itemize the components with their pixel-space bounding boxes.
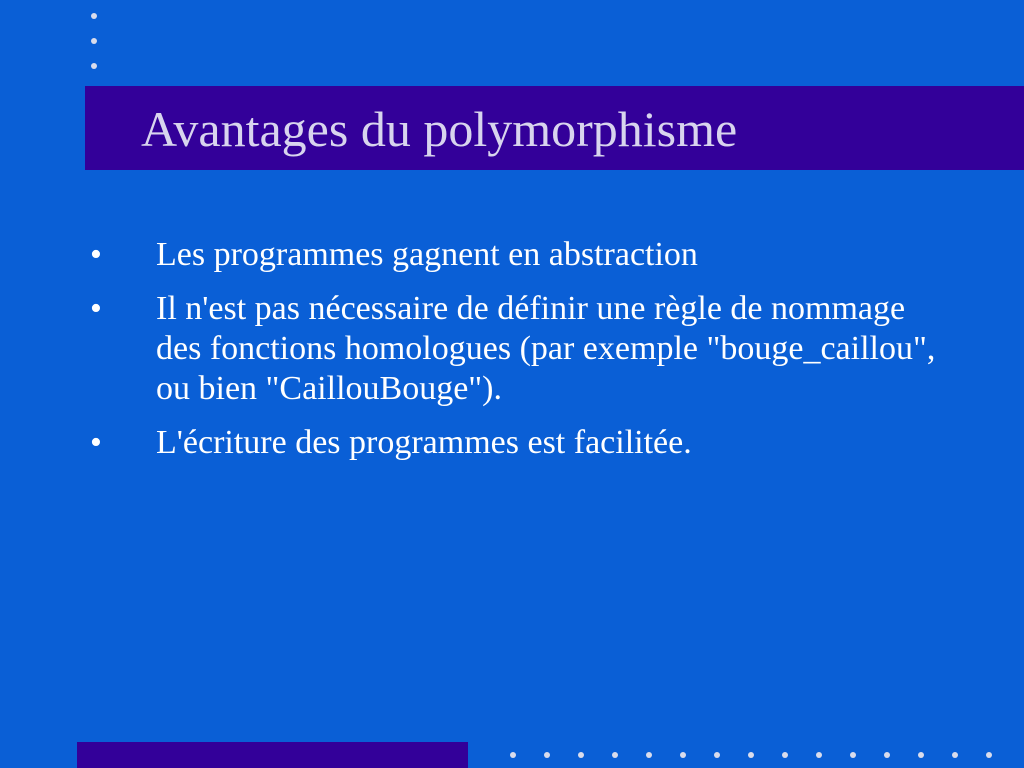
bullet-text: Les programmes gagnent en abstraction <box>156 236 698 273</box>
dot <box>714 752 720 758</box>
dot <box>646 752 652 758</box>
bullet-icon: • <box>90 290 102 328</box>
bullet-item <box>86 423 946 463</box>
dot <box>91 13 97 19</box>
bottom-band <box>77 742 468 768</box>
dot <box>782 752 788 758</box>
dot <box>986 752 992 758</box>
dot <box>544 752 550 758</box>
dot <box>918 752 924 758</box>
decorative-dots-top <box>89 13 99 73</box>
bullet-icon: • <box>90 236 102 273</box>
bullet-list <box>86 235 946 478</box>
bullet-item <box>86 235 946 275</box>
bullet-item <box>86 289 946 409</box>
dot <box>884 752 890 758</box>
bullet-text: Il n'est pas nécessaire de définir une règle de nommage des fonctions homologues (par exemple "bouge_caillou", ou bien "CaillouBouge"). <box>156 290 936 408</box>
dot <box>578 752 584 758</box>
dot <box>816 752 822 758</box>
bullet-icon: • <box>90 424 102 462</box>
slide-title: Avantages du polymorphisme <box>141 101 738 157</box>
dot <box>91 63 97 69</box>
bullet-text: L'écriture des programmes est facilitée. <box>156 424 692 462</box>
dot <box>612 752 618 758</box>
dot <box>850 752 856 758</box>
dot <box>748 752 754 758</box>
dot <box>91 38 97 44</box>
dot <box>952 752 958 758</box>
decorative-dots-bottom <box>500 752 1000 762</box>
dot <box>510 752 516 758</box>
dot <box>680 752 686 758</box>
